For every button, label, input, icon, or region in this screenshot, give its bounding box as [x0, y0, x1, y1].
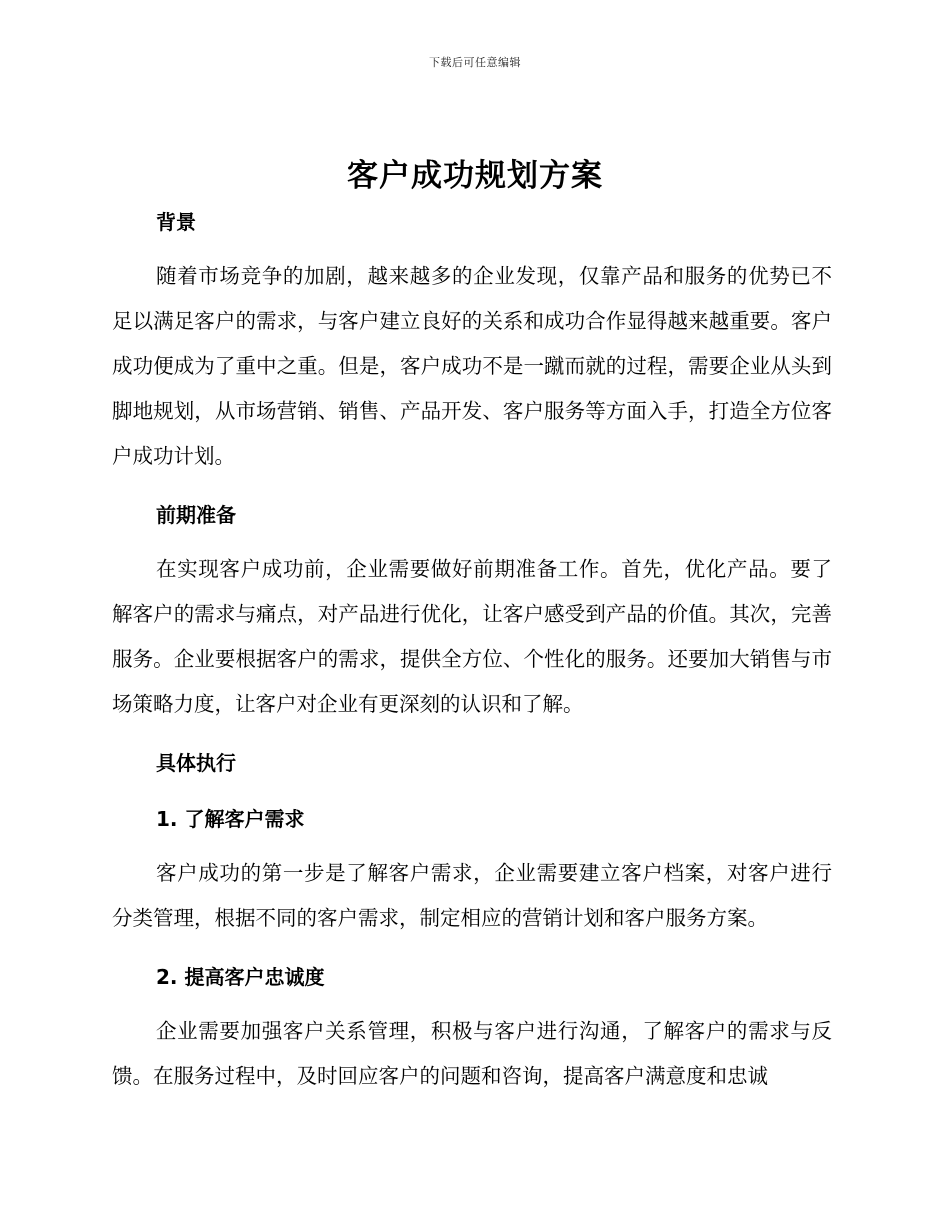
section-heading-background: 背景 [156, 210, 196, 234]
paragraph-background: 随着市场竞争的加剧，越来越多的企业发现，仅靠产品和服务的优势已不足以满足客户的需求，与客户建立良好的关系和成功合作显得越来越重要。客户成功便成为了重中之重。但是，客户成功不是一蹴而就的过程，需要企业从头到脚地规划，从市场营销、销售、产品开发、客户服务等方面入手，打造全方位客户成功计划。 [112, 264, 832, 468]
subsection-heading-needs: 1. 了解客户需求 [156, 807, 305, 831]
header-note: 下载后可任意编辑 [429, 56, 521, 69]
document-body [112, 202, 832, 1099]
paragraph-loyalty: 企业需要加强客户关系管理，积极与客户进行沟通，了解客户的需求与反馈。在服务过程中，及时回应客户的问题和咨询，提高客户满意度和忠诚 [112, 1019, 832, 1088]
section-heading-preparation: 前期准备 [156, 503, 236, 527]
document-title: 客户成功规划方案 [347, 158, 603, 194]
section-heading-execution: 具体执行 [156, 751, 236, 775]
paragraph-needs: 客户成功的第一步是了解客户需求，企业需要建立客户档案，对客户进行分类管理，根据不同的客户需求，制定相应的营销计划和客户服务方案。 [112, 861, 832, 930]
subsection-heading-loyalty: 2. 提高客户忠诚度 [156, 965, 325, 989]
paragraph-preparation: 在实现客户成功前，企业需要做好前期准备工作。首先，优化产品。要了解客户的需求与痛点，对产品进行优化，让客户感受到产品的价值。其次，完善服务。企业要根据客户的需求，提供全方位、个性化的服务。还要加大销售与市场策略力度，让客户对企业有更深刻的认识和了解。 [112, 557, 832, 716]
